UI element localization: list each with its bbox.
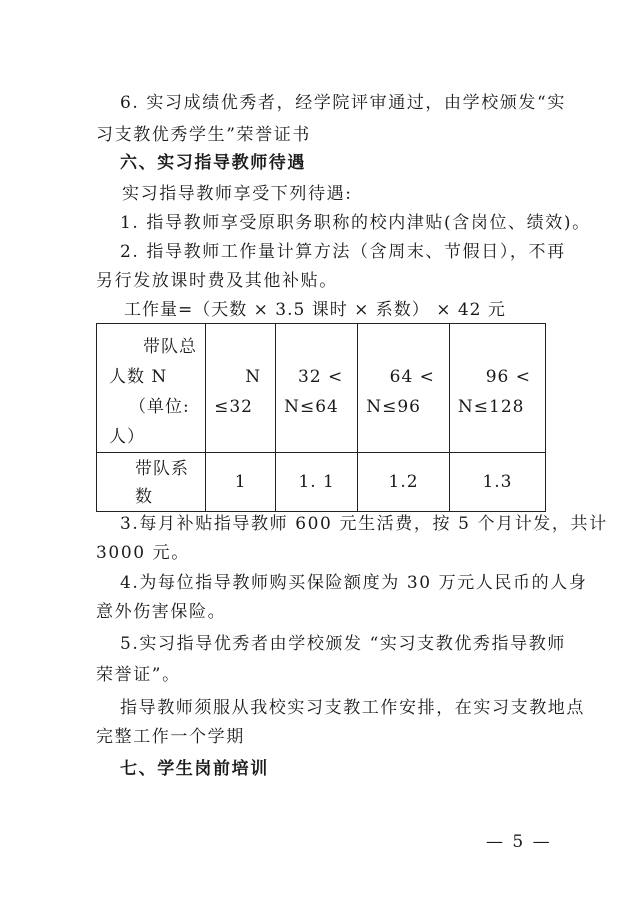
text-line: 3.每月补贴指导教师 600 元生活费，按 5 个月计发，共计 xyxy=(120,514,608,534)
table-label-text: 人） xyxy=(109,427,145,447)
table-label-text: 带队总 xyxy=(143,337,197,357)
coefficient-table xyxy=(96,323,546,512)
text-line: 2. 指导教师工作量计算方法（含周末、节假日），不再 xyxy=(120,242,566,262)
text-line: 实习指导教师享受下列待遇: xyxy=(122,184,353,204)
section-heading: 六、实习指导教师待遇 xyxy=(120,153,306,173)
text-line: 6. 实习成绩优秀者，经学院评审通过，由学校颁发“实 xyxy=(120,93,566,113)
range-text: 32 < xyxy=(297,367,344,387)
table-header-cell xyxy=(97,324,206,453)
table-cell xyxy=(358,453,450,512)
range-text: N≤128 xyxy=(457,397,525,417)
text-line: 意外伤害保险。 xyxy=(96,602,227,622)
range-text: N xyxy=(245,367,262,387)
text-line: 指导教师须服从我校实习支教工作安排，在实习支教地点 xyxy=(120,698,585,718)
table-row xyxy=(97,324,546,453)
page-number: — 5 — xyxy=(486,832,552,852)
range-text: 96 < xyxy=(485,367,531,387)
text-line: 荣誉证”。 xyxy=(96,665,181,685)
text-line: 3000 元。 xyxy=(96,543,190,563)
table-label-text: 带队系 xyxy=(135,459,189,479)
range-text: 64 < xyxy=(389,367,435,387)
table-label-text: 人数 N xyxy=(109,367,168,387)
coef-value: 1. 1 xyxy=(298,472,335,492)
table-cell xyxy=(449,324,545,453)
text-line: 习支教优秀学生”荣誉证书 xyxy=(96,125,311,145)
table-cell xyxy=(358,324,450,453)
text-line: 完整工作一个学期 xyxy=(96,727,245,747)
coef-value: 1 xyxy=(234,472,247,492)
table-header-cell xyxy=(97,453,206,512)
range-text: N≤64 xyxy=(284,397,339,417)
text-line: 4.为每位指导教师购买保险额度为 30 万元人民币的人身 xyxy=(120,573,588,593)
range-text: ≤32 xyxy=(214,397,254,417)
text-line: 5.实习指导优秀者由学校颁发 “实习支教优秀指导教师 xyxy=(120,634,566,654)
table-cell xyxy=(276,453,358,512)
table-label-text: 数 xyxy=(135,487,153,507)
workload-formula: 工作量=（天数 × 3.5 课时 × 系数） × 42 元 xyxy=(124,300,506,320)
table-cell xyxy=(206,324,276,453)
coef-value: 1.3 xyxy=(482,472,513,492)
text-line: 1. 指导教师享受原职务职称的校内津贴(含岗位、绩效)。 xyxy=(120,213,591,233)
table-label-text: （单位: xyxy=(129,397,190,417)
section-heading: 七、学生岗前培训 xyxy=(120,759,269,779)
table-cell xyxy=(276,324,358,453)
text-line: 另行发放课时费及其他补贴。 xyxy=(96,271,338,291)
coef-value: 1.2 xyxy=(388,472,419,492)
table-cell xyxy=(206,453,276,512)
table-row xyxy=(97,453,546,512)
table-cell xyxy=(449,453,545,512)
range-text: N≤96 xyxy=(366,397,421,417)
